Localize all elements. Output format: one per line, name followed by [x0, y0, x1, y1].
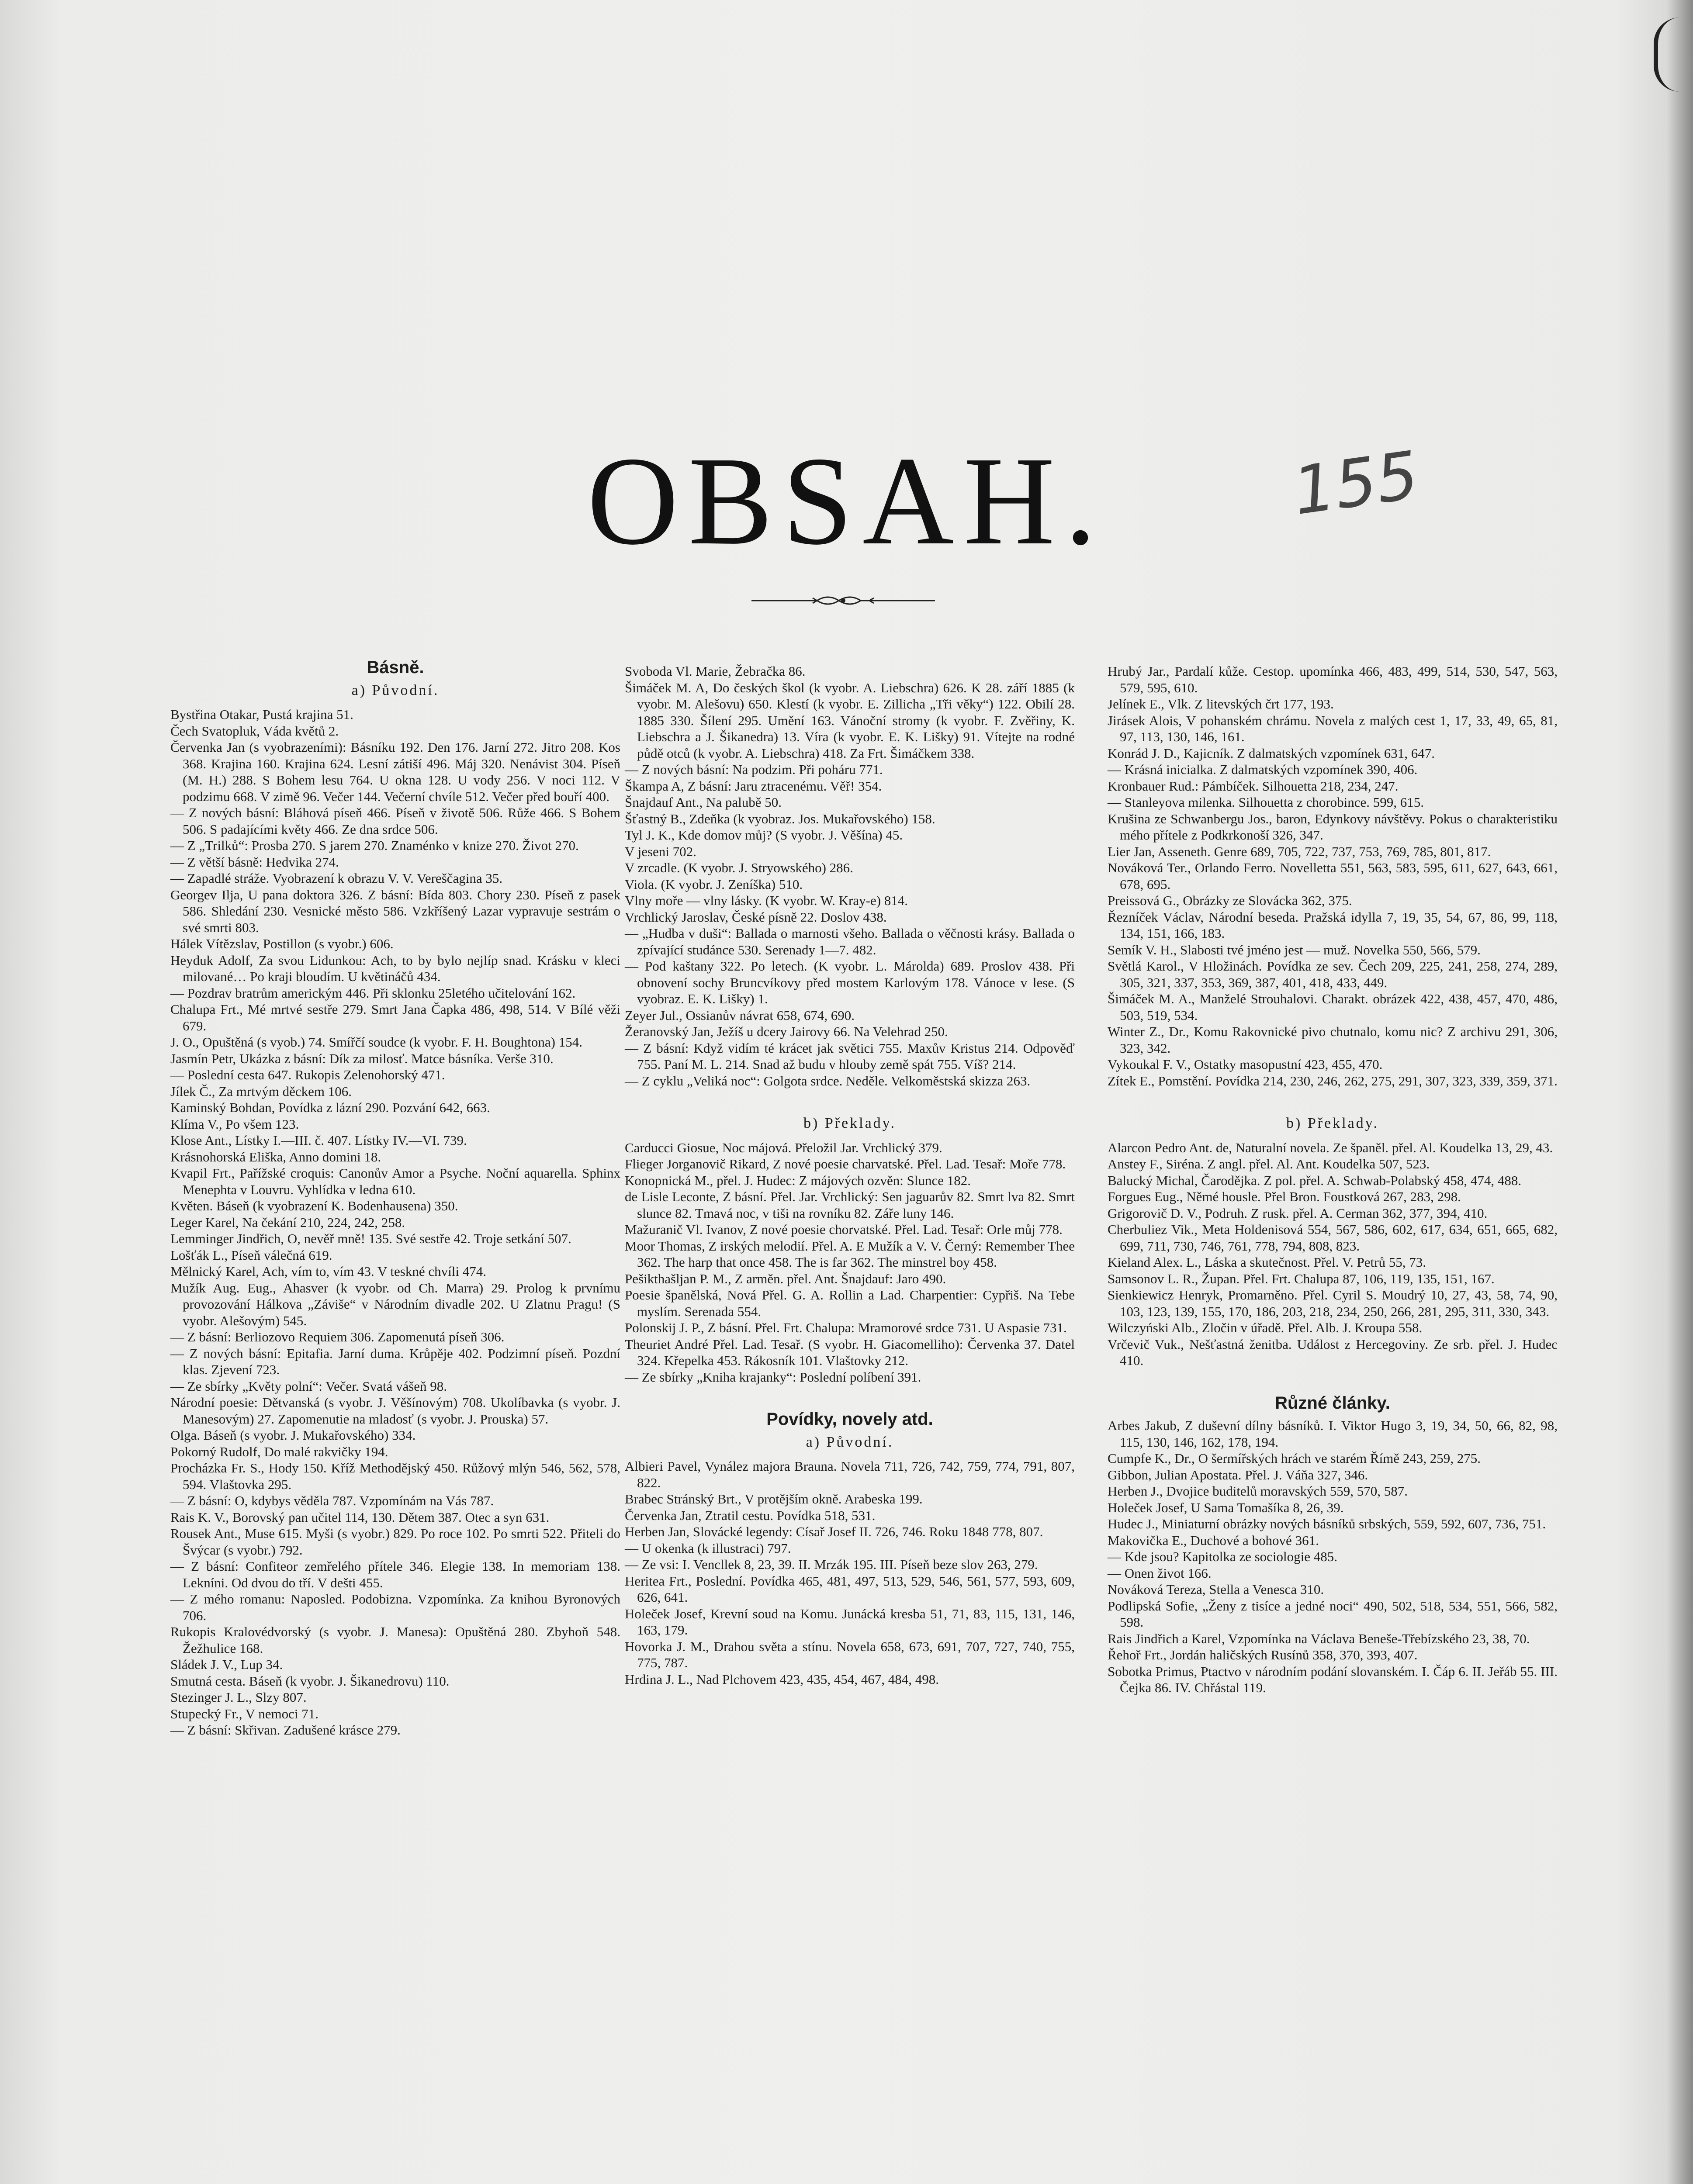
index-entry: — Z básní: Berliozovo Requiem 306. Zapomenutá píseň 306.: [170, 1329, 505, 1344]
index-entry: Arbes Jakub, Z duševní dílny básníků. I. Viktor Hugo 3, 19, 34, 50, 66, 82, 98, 115, 130, 146, 162, 178, 194.: [1108, 1418, 1558, 1450]
index-entry: Nováková Tereza, Stella a Venesca 310.: [1108, 1582, 1324, 1597]
index-entry: Stupecký Fr., V nemoci 71.: [170, 1706, 319, 1721]
index-entry: Květen. Báseň (k vyobrazení K. Bodenhausena) 350.: [170, 1198, 458, 1213]
index-entry: Hálek Vítězslav, Postillon (s vyobr.) 606.: [170, 936, 394, 951]
index-entry: — „Hudba v duši“: Ballada o marnosti všeho. Ballada o věčnosti krásy. Ballada o zpívající studánce 530. Serenady 1—7. 482.: [625, 926, 1075, 957]
index-entry: — Ze vsi: I. Vencllek 8, 23, 39. II. Mrzák 195. III. Píseň beze slov 263, 279.: [625, 1557, 1038, 1572]
index-entry: Rais K. V., Borovský pan učitel 114, 130. Dětem 387. Otec a syn 631.: [170, 1509, 550, 1525]
index-entry: Olga. Báseň (s vyobr. J. Mukařovského) 334.: [170, 1427, 416, 1443]
index-entry: — U okenka (k illustraci) 797.: [625, 1540, 791, 1556]
index-entry: Pokorný Rudolf, Do malé rakvičky 194.: [170, 1444, 388, 1459]
index-entry: Winter Z., Dr., Komu Rakovnické pivo chutnalo, komu nic? Z archivu 291, 306, 323, 342.: [1108, 1024, 1558, 1056]
index-entry: — Z nových básní: Epitafia. Jarní duma. Krůpěje 402. Podzimní píseň. Pozdní klas. Zjevení 723.: [170, 1345, 620, 1377]
index-entry: Šimáček M. A., Manželé Strouhalovi. Charakt. obrázek 422, 438, 457, 470, 486, 503, 519, 534.: [1108, 991, 1558, 1023]
index-entry: Krásnohorská Eliška, Anno domini 18.: [170, 1149, 381, 1165]
index-entry: Gibbon, Julian Apostata. Přel. J. Váňa 327, 346.: [1108, 1467, 1368, 1482]
index-entry: — Ze sbírky „Kniha krajanky“: Poslední políbení 391.: [625, 1369, 921, 1385]
column-poems-original: [170, 655, 620, 1738]
decorative-divider-ornament: [751, 592, 935, 609]
index-entry: — Z cyklu „Veliká noc“: Golgota srdce. Neděle. Velkoměstská skizza 263.: [625, 1073, 1031, 1089]
index-entry: Klose Ant., Lístky I.—III. č. 407. Lístky IV.—VI. 739.: [170, 1133, 467, 1148]
index-entry: Čech Svatopluk, Váda květů 2.: [170, 723, 339, 739]
index-entry: Vlny moře — vlny lásky. (K vyobr. W. Kray-e) 814.: [625, 893, 908, 908]
index-entry: Červenka Jan, Ztratil cestu. Povídka 518, 531.: [625, 1507, 876, 1523]
index-entry: Makovička E., Duchové a bohové 361.: [1108, 1532, 1319, 1548]
index-entry: Grigorovič D. V., Podruh. Z rusk. přel. A. Cerman 362, 377, 394, 410.: [1108, 1205, 1488, 1221]
index-entry: Carducci Giosue, Noc májová. Přeložil Jar. Vrchlický 379.: [625, 1140, 942, 1155]
index-entry: — Onen život 166.: [1108, 1565, 1212, 1581]
index-entry: Theuriet André Přel. Lad. Tesař. (S vyobr. H. Giacomelliho): Červenka 37. Datel 324. Křepelka 453. Rákosník 101. Vlaštovky 212.: [625, 1336, 1075, 1368]
index-entry: Jelínek E., Vlk. Z litevských črt 177, 193.: [1108, 696, 1334, 712]
index-entry: Mužík Aug. Eug., Ahasver (k vyobr. od Ch. Marra) 29. Prolog k prvnímu provozování Hálkova „Záviše“ v Národním divadle 202. U Zlatnu Pragu! (S vyobr. Alešovým) 545.: [170, 1280, 620, 1328]
subsection-original: a) Původní.: [351, 682, 440, 698]
poems-entry-list-continued: [625, 663, 1075, 1089]
page-edge-shadow: [1667, 0, 1693, 2184]
index-entry: Sobotka Primus, Ptactvo v národním podání slovanském. I. Čáp 6. II. Jeřáb 55. III. Čejka 86. IV. Chřástal 119.: [1108, 1663, 1558, 1695]
subsection-prose-original: a) Původní.: [806, 1434, 894, 1450]
prose-entry-list: [625, 1458, 1075, 1687]
index-entry: Herben J., Dvojice buditelů moravských 559, 570, 587.: [1108, 1483, 1408, 1499]
index-entry: Konopnická M., přel. J. Hudec: Z májových ozvěn: Slunce 182.: [625, 1172, 971, 1188]
index-entry: Vrchlický Jaroslav, České písně 22. Doslov 438.: [625, 909, 887, 925]
index-entry: — Z „Trilků“: Prosba 270. S jarem 270. Znaménko v knize 270. Život 270.: [170, 838, 579, 853]
index-entry: de Lisle Leconte, Z básní. Přel. Jar. Vrchlický: Sen jaguarův 82. Smrt lva 82. Smrt slunce 82. Tmavá noc, v tiši na rovníku 82. Záře luny 146.: [625, 1189, 1075, 1221]
index-entry: Mělnický Karel, Ach, vím to, vím 43. V teskné chvíli 474.: [170, 1264, 486, 1279]
index-entry: J. O., Opuštěná (s vyob.) 74. Smířčí soudce (k vyobr. F. H. Boughtona) 154.: [170, 1034, 582, 1050]
index-entry: Jirásek Alois, V pohanském chrámu. Novela z malých cest 1, 17, 33, 49, 65, 81, 97, 113, 130, 146, 161.: [1108, 712, 1558, 744]
index-entry: — Stanleyova milenka. Silhouetta z chorobince. 599, 615.: [1108, 795, 1424, 810]
index-entry: Herben Jan, Slovácké legendy: Císař Josef II. 726, 746. Roku 1848 778, 807.: [625, 1524, 1043, 1539]
index-entry: Procházka Fr. S., Hody 150. Kříž Methodějský 450. Růžový mlýn 546, 562, 578, 594. Vlaštovka 295.: [170, 1460, 620, 1492]
index-entry: — Z větší básně: Hedvika 274.: [170, 854, 339, 870]
index-entry: Vrčevič Vuk., Nešťastná ženitba. Událost z Hercegoviny. Ze srb. přel. J. Hudec 410.: [1108, 1336, 1558, 1368]
index-entry: Hrdina J. L., Nad Plchovem 423, 435, 454, 467, 484, 498.: [625, 1671, 939, 1687]
index-entry: Brabec Stránský Brt., V protějším okně. Arabeska 199.: [625, 1491, 923, 1507]
index-entry: Balucký Michal, Čarodějka. Z pol. přel. A. Schwab-Polabský 458, 474, 488.: [1108, 1172, 1522, 1188]
index-entry: — Ze sbírky „Květy polní“: Večer. Svatá vášeň 98.: [170, 1378, 447, 1394]
index-entry: Chalupa Frt., Mé mrtvé sestře 279. Smrt Jana Čapka 486, 498, 514. V Bílé věži 679.: [170, 1002, 620, 1033]
index-entry: Forgues Eug., Němé housle. Přel Bron. Foustková 267, 283, 298.: [1108, 1189, 1461, 1204]
index-entry: — Z básní: Confiteor zemřelého přítele 346. Elegie 138. In memoriam 138. Lekníni. Od dvou do tří. V dešti 455.: [170, 1559, 620, 1590]
index-entry: — Kde jsou? Kapitolka ze sociologie 485.: [1108, 1549, 1338, 1564]
index-entry: Tyl J. K., Kde domov můj? (S vyobr. J. Věšína) 45.: [625, 827, 903, 843]
index-entry: Šnajdauf Ant., Na palubě 50.: [625, 795, 782, 810]
prose-entry-list-continued: [1108, 663, 1558, 1089]
index-entry: Podlipská Sofie, „Ženy z tisíce a jedné noci“ 490, 502, 518, 534, 551, 566, 582, 598.: [1108, 1598, 1558, 1630]
index-entry: Vykoukal F. V., Ostatky masopustní 423, 455, 470.: [1108, 1057, 1383, 1072]
index-entry: Hudec J., Miniaturní obrázky nových básníků srbských, 559, 592, 607, 736, 751.: [1108, 1516, 1546, 1531]
index-entry: Viola. (K vyobr. J. Zeníška) 510.: [625, 876, 803, 892]
index-entry: Wilczyński Alb., Zločin v úřadě. Přel. Alb. J. Kroupa 558.: [1108, 1320, 1423, 1335]
index-entry: Národní poesie: Dětvanská (s vyobr. J. Věšínovým) 708. Ukolíbavka (s vyobr. J. Manesovým) 27. Zapomenutie na mladosť (s vyobr. J. Prouska) 57.: [170, 1395, 620, 1427]
index-entry: Semík V. H., Slabosti tvé jméno jest — muž. Novelka 550, 566, 579.: [1108, 942, 1481, 957]
index-entry: Leger Karel, Na čekání 210, 224, 242, 258.: [170, 1214, 405, 1230]
index-entry: Kieland Alex. L., Láska a skutečnost. Přel. V. Petrů 55, 73.: [1108, 1254, 1426, 1270]
index-entry: Albieri Pavel, Vynález majora Brauna. Novela 711, 726, 742, 759, 774, 791, 807, 822.: [625, 1458, 1075, 1490]
index-entry: Červenka Jan (s vyobrazeními): Básníku 192. Den 176. Jarní 272. Jitro 208. Kos 368. Krajina 160. Krajina 624. Lesní zátiší 496. Máj 320. Nenávist 304. Píseň (M. H.) 288. S Bohem lesu 764. U okna 128. U vody 256. V noci 112. V podzimu 668. V zimě 96. Večer 144. Večerní chvíle 512. Večer před bouří 400.: [170, 740, 620, 804]
index-entry: Kronbauer Rud.: Pámbíček. Silhouetta 218, 234, 247.: [1108, 778, 1399, 794]
index-entry: V jeseni 702.: [625, 843, 696, 859]
index-entry: Heritea Frt., Poslední. Povídka 465, 481, 497, 513, 529, 546, 561, 577, 593, 609, 626, 641.: [625, 1573, 1075, 1605]
section-title-prose: Povídky, novely atd.: [766, 1410, 933, 1429]
index-entry: Klíma V., Po všem 123.: [170, 1116, 299, 1132]
index-entry: Georgev Ilja, U pana doktora 326. Z básní: Bída 803. Chory 230. Píseň z pasek 586. Shledání 230. Vesnické město 586. Vzkříšený Lazar vypravuje sestrám o své smrti 803.: [170, 887, 620, 935]
index-entry: Lier Jan, Asseneth. Genre 689, 705, 722, 737, 753, 769, 785, 801, 817.: [1108, 843, 1491, 859]
index-entry: Žeranovský Jan, Ježíš u dcery Jairovy 66. Na Velehrad 250.: [625, 1024, 948, 1039]
index-entry: Sienkiewicz Henryk, Promarněno. Přel. Cyril S. Moudrý 10, 27, 43, 58, 74, 90, 103, 123, 139, 155, 170, 186, 203, 218, 234, 250, 266, 281, 295, 311, 330, 343.: [1108, 1287, 1558, 1319]
index-entry: Mažuranič Vl. Ivanov, Z nové poesie chorvatské. Přel. Lad. Tesař: Orle můj 778.: [625, 1222, 1063, 1237]
index-entry: Šťastný B., Zdeňka (k vyobraz. Jos. Mukařovského) 158.: [625, 811, 935, 826]
index-entry: Stezinger J. L., Slzy 807.: [170, 1690, 307, 1705]
index-entry: — Z básní: Skřivan. Zadušené krásce 279.: [170, 1722, 401, 1738]
index-entry: Jasmín Petr, Ukázka z básní: Dík za milosť. Matce básníka. Verše 310.: [170, 1051, 554, 1066]
index-entry: Konrád J. D., Kajicník. Z dalmatských vzpomínek 631, 647.: [1108, 745, 1435, 761]
index-entry: Kvapil Frt., Pařížské croquis: Canonův Amor a Psyche. Noční aquarella. Sphinx Menephta v Louvru. Vyhlídka v ledna 610.: [170, 1165, 620, 1197]
index-entry: Řezníček Václav, Národní beseda. Pražská idylla 7, 19, 35, 54, 67, 86, 99, 118, 134, 151, 166, 183.: [1108, 909, 1558, 941]
index-entry: Moor Thomas, Z irských melodií. Přel. A. E Mužík a V. V. Černý: Remember Thee 362. The harp that once 458. The is far 362. The minstrel boy 458.: [625, 1238, 1075, 1270]
index-entry: Nováková Ter., Orlando Ferro. Novelletta 551, 563, 583, 595, 611, 627, 643, 661, 678, 695.: [1108, 860, 1558, 892]
index-entry: Hovorka J. M., Drahou světa a stínu. Novela 658, 673, 691, 707, 727, 740, 755, 775, 787.: [625, 1638, 1075, 1670]
index-entry: Krušina ze Schwanbergu Jos., baron, Edynkovy návštěvy. Pokus o charakteristiku mého přítele z Podkrkonoší 326, 347.: [1108, 811, 1558, 843]
index-entry: — Z mého romanu: Naposled. Podobizna. Vzpomínka. Za knihou Byronových 706.: [170, 1591, 620, 1623]
index-entry: Rousek Ant., Muse 615. Myši (s vyobr.) 829. Po roce 102. Po smrti 522. Přiteli do Švýcar (s vyobr.) 792.: [170, 1526, 620, 1558]
index-entry: — Z nových básní: Na podzim. Při poháru 771.: [625, 762, 883, 777]
index-entry: — Zapadlé stráže. Vyobrazení k obrazu V. V. Vereščagina 35.: [170, 871, 503, 886]
subsection-translations-prose: b) Překlady.: [1286, 1115, 1379, 1131]
index-entry: Jílek Č., Za mrtvým děckem 106.: [170, 1083, 352, 1099]
index-entry: Anstey F., Siréna. Z angl. přel. Al. Ant. Koudelka 507, 523.: [1108, 1156, 1430, 1171]
index-entry: Poesie španělská, Nová Přel. G. A. Rollin a Lad. Charpentier: Cypřiš. Na Tebe myslím. Serenada 554.: [625, 1287, 1075, 1319]
index-entry: — Z básní: O, kdybys věděla 787. Vzpomínám na Vás 787.: [170, 1493, 494, 1508]
misc-articles-list: [1108, 1417, 1558, 1696]
index-entry: — Z básní: Když vidím té krácet jak světici 755. Maxův Kristus 214. Odpověď 755. Paní M. L. 214. Snad až budu v hlouby země spát 755. Víš? 214.: [625, 1040, 1075, 1072]
index-entry: Cumpfe K., Dr., O šermířských hrách ve starém Římě 243, 259, 275.: [1108, 1451, 1481, 1466]
section-title-misc: Různé články.: [1275, 1393, 1390, 1413]
index-entry: — Pozdrav bratrům americkým 446. Při sklonku 25letého učitelování 162.: [170, 985, 576, 1001]
index-entry: Lošťák L., Píseň válečná 619.: [170, 1247, 332, 1263]
prose-translations-list: [1108, 1140, 1558, 1369]
index-entry: Svoboda Vl. Marie, Žebračka 86.: [625, 663, 806, 679]
index-entry: Světlá Karol., V Hložinách. Povídka ze sev. Čech 209, 225, 241, 258, 274, 289, 305, 321, 337, 353, 369, 387, 401, 418, 433, 449.: [1108, 958, 1558, 990]
index-entry: Heyduk Adolf, Za svou Lidunkou: Ach, to by bylo nejlíp snad. Krásku v kleci milované… Po kraji bloudím. U květináčů 434.: [170, 952, 620, 984]
index-entry: Zítek E., Pomstění. Povídka 214, 230, 246, 262, 275, 291, 307, 323, 339, 359, 371.: [1108, 1073, 1558, 1089]
index-entry: Cherbuliez Vik., Meta Holdenisová 554, 567, 586, 602, 617, 634, 651, 665, 682, 699, 711, 730, 746, 761, 778, 794, 808, 823.: [1108, 1222, 1558, 1254]
index-entry: Sládek J. V., Lup 34.: [170, 1657, 283, 1672]
index-entry: — Poslední cesta 647. Rukopis Zelenohorský 471.: [170, 1067, 445, 1082]
column-middle: [625, 663, 1075, 1687]
index-entry: Škampa A, Z básní: Jaru ztracenému. Věř! 354.: [625, 778, 882, 794]
index-entry: Flieger Jorganovič Rikard, Z nové poesie charvatské. Přel. Lad. Tesař: Moře 778.: [625, 1156, 1066, 1171]
index-entry: Lemminger Jindřich, O, nevěř mně! 135. Své sestře 42. Troje setkání 507.: [170, 1231, 571, 1246]
index-entry: Preissová G., Obrázky ze Slovácka 362, 375.: [1108, 893, 1352, 908]
index-entry: Bystřina Otakar, Pustá krajina 51.: [170, 707, 353, 722]
page-title: OBSAH.: [587, 431, 1106, 571]
index-entry: Holeček Josef, Krevní soud na Komu. Junácká kresba 51, 71, 83, 115, 131, 146, 163, 179.: [625, 1606, 1075, 1638]
index-entry: Rais Jindřich a Karel, Vzpomínka na Václava Beneše-Třebízského 23, 38, 70.: [1108, 1631, 1530, 1646]
index-entry: Hrubý Jar., Pardalí kůže. Cestop. upomínka 466, 483, 499, 514, 530, 547, 563, 579, 595, 610.: [1108, 663, 1558, 695]
index-entry: Samsonov L. R., Župan. Přel. Frt. Chalupa 87, 106, 119, 135, 151, 167.: [1108, 1271, 1495, 1286]
index-entry: V zrcadle. (K vyobr. J. Stryowského) 286.: [625, 860, 853, 875]
section-title-poems: Básně.: [367, 658, 424, 677]
index-entry: Smutná cesta. Báseň (k vyobr. J. Šikanedrovu) 110.: [170, 1673, 450, 1689]
index-entry: Alarcon Pedro Ant. de, Naturalní novela. Ze španěl. přel. Al. Koudelka 13, 29, 43.: [1108, 1140, 1553, 1155]
index-entry: Pešikthašljan P. M., Z arměn. přel. Ant. Šnajdauf: Jaro 490.: [625, 1271, 946, 1286]
handwritten-page-number: 155: [1288, 437, 1423, 530]
index-entry: — Z nových básní: Bláhová píseň 466. Píseň v životě 506. Růže 466. S Bohem 506. S padajícími květy 466. Ze dna srdce 506.: [170, 805, 620, 837]
index-entry: Polonskij J. P., Z básní. Přel. Frt. Chalupa: Mramorové srdce 731. U Aspasie 731.: [625, 1320, 1067, 1335]
index-entry: Rukopis Kralovédvorský (s vyobr. J. Manesa): Opuštěná 280. Zbyhoň 548. Žežhulice 168.: [170, 1624, 620, 1656]
poems-entry-list: [170, 706, 620, 1738]
column-right: [1108, 663, 1558, 1696]
poem-translations-list: [625, 1140, 1075, 1386]
index-entry: Kaminský Bohdan, Povídka z lázní 290. Pozvání 642, 663.: [170, 1100, 490, 1115]
index-entry: — Pod kaštany 322. Po letech. (K vyobr. L. Márolda) 689. Proslov 438. Při obnovení sochy Bruncvíkovy před mostem Karlovým 178. Vánoce v lese. (S vyobraz. E. K. Lišky) 1.: [625, 958, 1075, 1006]
corner-clip-mark: [1654, 17, 1689, 92]
subsection-translations-poems: b) Překlady.: [803, 1115, 896, 1131]
index-entry: Holeček Josef, U Sama Tomašíka 8, 26, 39.: [1108, 1500, 1344, 1515]
index-entry: Řehoř Frt., Jordán haličských Rusínů 358, 370, 393, 407.: [1108, 1647, 1418, 1662]
index-entry: Zeyer Jul., Ossianův návrat 658, 674, 690.: [625, 1007, 855, 1023]
index-entry: Šimáček M. A, Do českých škol (k vyobr. A. Liebschra) 626. K 28. září 1885 (k vyobr. M. Alešovu) 650. Klestí (k vyobr. E. Zillicha „Tři věky“) 122. Obilí 28. 1885 330. Šílení 295. Umění 163. Vánoční stromy (k vyobr. F. Zvěřiny, K. Liebschra a J. Šikanedra) 13. Víra (k vyobr. E. K. Lišky) 91. Vítejte na rodné půdě otců (k vyobr. A. Liebschra) 418. Za Frt. Šimáčkem 338.: [625, 680, 1075, 761]
index-entry: — Krásná inicialka. Z dalmatských vzpomínek 390, 406.: [1108, 762, 1418, 777]
